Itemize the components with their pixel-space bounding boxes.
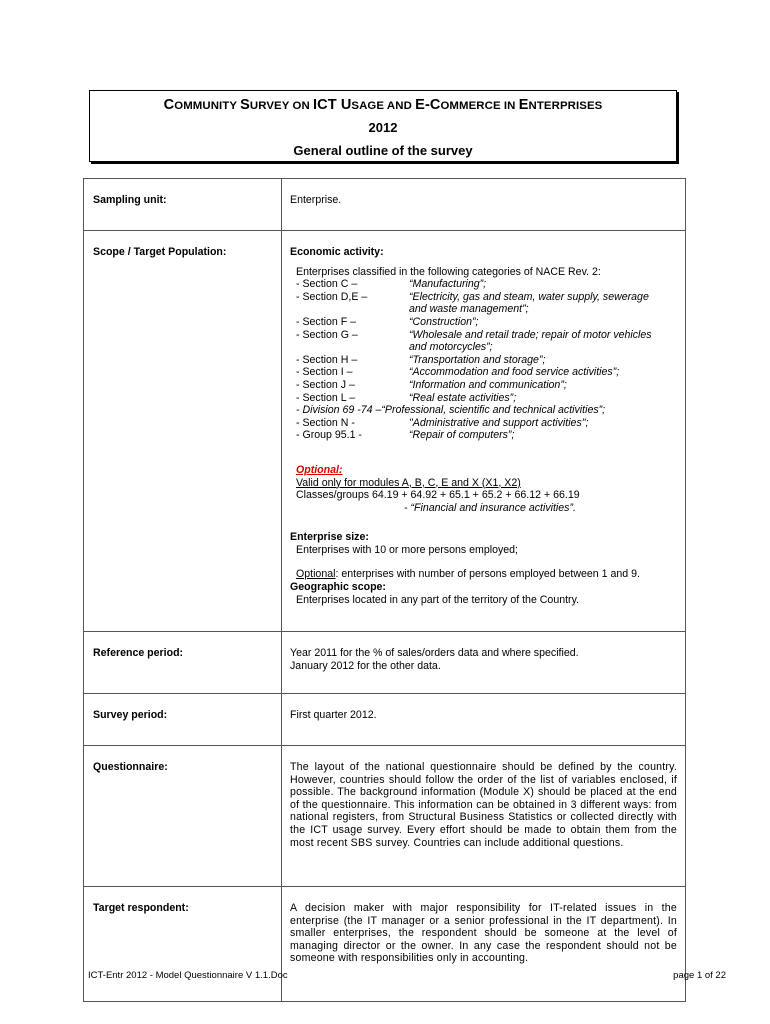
table-row: [84, 746, 686, 887]
survey-outline-table: [83, 178, 686, 1002]
optional-label: Optional:: [296, 463, 343, 476]
list-item: - Section D,E – “Electricity, gas and steam, water supply, sewerage: [296, 290, 649, 303]
survey-period-label: Survey period:: [84, 694, 282, 746]
scope-label: Scope / Target Population:: [84, 231, 282, 632]
list-item: and motorcycles”;: [409, 341, 493, 354]
list-item: and waste management”;: [409, 303, 529, 316]
sampling-unit-label: Sampling unit:: [84, 179, 282, 231]
enterprise-size-heading: Enterprise size:: [290, 531, 369, 544]
geographic-scope-text: Enterprises located in any part of the territory of the Country.: [296, 593, 580, 606]
table-row: [84, 179, 686, 231]
list-item: - Section C – “Manufacturing”;: [296, 278, 487, 291]
list-item: - Section F – “Construction”;: [296, 315, 479, 328]
enterprise-size-optional: Optional: enterprises with number of persons employed between 1 and 9.: [296, 568, 640, 581]
table-row: [84, 632, 686, 694]
sampling-unit-value: Enterprise.: [282, 179, 686, 231]
title-box: [89, 90, 677, 162]
footer-document-name: ICT-Entr 2012 - Model Questionnaire V 1.1.Doc: [88, 970, 288, 981]
questionnaire-text: The layout of the national questionnaire should be defined by the country. However, countries should follow the order of the list of variables enclosed, if possible. The background information (Module X) should be placed at the end of the questionnaire. This information can be obtained in 3 different ways: from national registers, from Structural Business Statistics or collected directly with the ICT usage survey. Every effort should be made to obtain them from the most recent SBS survey. Countries can include additional questions.: [290, 761, 677, 849]
survey-period-value: First quarter 2012.: [282, 694, 686, 746]
list-item: - Section G – “Wholesale and retail trade; repair of motor vehicles: [296, 328, 652, 341]
economic-activity-heading: Economic activity:: [290, 246, 384, 258]
list-item: - Section L – “Real estate activities”;: [296, 391, 517, 404]
reference-period-line2: January 2012 for the other data.: [290, 659, 441, 672]
reference-period-label: Reference period:: [84, 632, 282, 694]
optional-classes: Classes/groups 64.19 + 64.92 + 65.1 + 65.2 + 66.12 + 66.19: [296, 489, 580, 502]
survey-title: COMMUNITY SURVEY ON ICT USAGE AND E-COMMERCE IN ENTERPRISES: [163, 97, 603, 113]
questionnaire-label: Questionnaire:: [84, 746, 282, 887]
table-row: [84, 887, 686, 1002]
list-item: - Section N - "Administrative and support activities";: [296, 416, 589, 429]
table-row: [84, 231, 686, 632]
list-item: - Section H – “Transportation and storage”;: [296, 353, 546, 366]
target-respondent-text: A decision maker with major responsibility for IT-related issues in the enterprise (the IT manager or a senior professional in the IT department). In smaller enterprises, the respondent should be someone at the level of managing director or the owner. In any case the respondent should not be someone with responsibilities only in accounting.: [290, 902, 677, 965]
survey-year: 2012: [368, 120, 398, 135]
footer-page-number: page 1 of 22: [673, 970, 726, 981]
survey-subtitle: General outline of the survey: [293, 143, 473, 158]
list-item: - Section J – “Information and communication”;: [296, 378, 567, 391]
target-respondent-label: Target respondent:: [84, 887, 282, 1002]
list-item: - Section I – “Accommodation and food service activities”;: [296, 366, 620, 379]
division-line: - Division 69 -74 –“Professional, scientific and technical activities”;: [296, 404, 606, 417]
nace-intro: Enterprises classified in the following categories of NACE Rev. 2:: [296, 265, 601, 278]
reference-period-line1: Year 2011 for the % of sales/orders data and where specified.: [290, 647, 579, 659]
table-row: [84, 694, 686, 746]
optional-financial: - “Financial and insurance activities”.: [404, 501, 576, 514]
geographic-scope-heading: Geographic scope:: [290, 581, 386, 594]
enterprise-size-text: Enterprises with 10 or more persons employed;: [296, 543, 518, 556]
list-item: - Group 95.1 - “Repair of computers”;: [296, 429, 515, 442]
optional-valid: Valid only for modules A, B, C, E and X (X1, X2): [296, 476, 521, 489]
